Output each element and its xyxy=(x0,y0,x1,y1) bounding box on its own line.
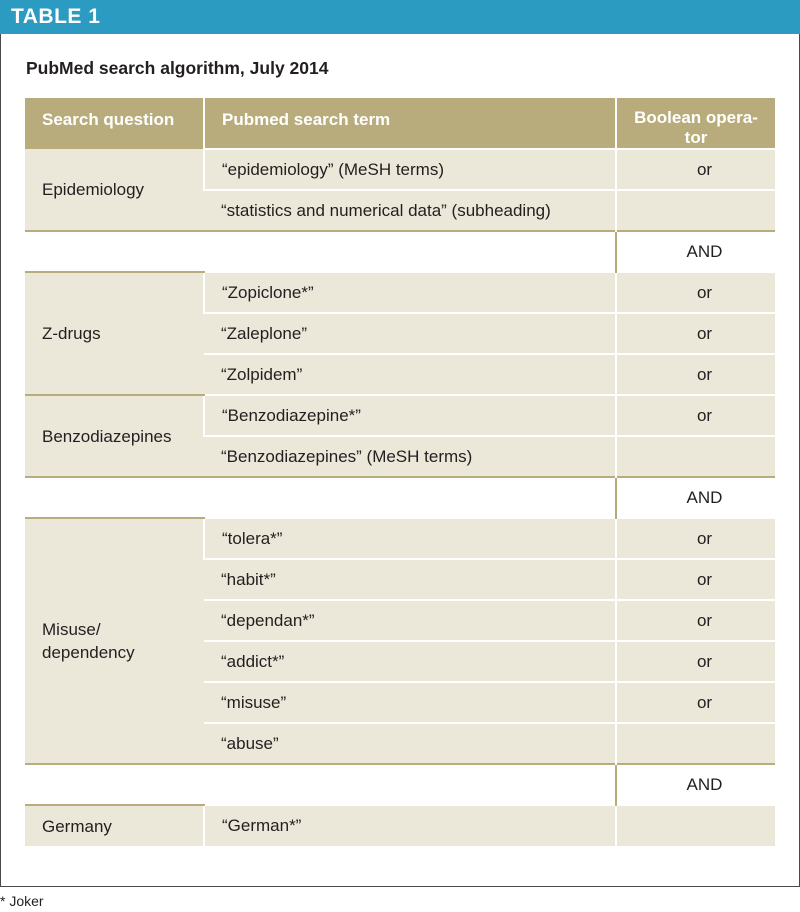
operator-cell xyxy=(616,436,775,477)
term-cell: “statistics and numerical data” (subheading) xyxy=(204,190,616,231)
question-benzodiazepines: Benzodiazepines xyxy=(25,395,204,477)
separator-row xyxy=(25,477,775,518)
term-cell: “Zopiclone*” xyxy=(204,272,616,313)
term-cell: “tolera*” xyxy=(204,518,616,559)
operator-cell: or xyxy=(616,559,775,600)
term-cell: “dependan*” xyxy=(204,600,616,641)
term-cell: “epidemiology” (MeSH terms) xyxy=(204,149,616,190)
operator-cell: or xyxy=(616,395,775,436)
operator-cell: or xyxy=(616,641,775,682)
operator-cell: or xyxy=(616,682,775,723)
header-operator-line1: Boolean opera- xyxy=(634,108,758,127)
table-number: TABLE 1 xyxy=(11,5,101,28)
table-row xyxy=(25,805,775,846)
table-banner xyxy=(0,0,800,34)
operator-cell: or xyxy=(616,354,775,395)
term-cell: “abuse” xyxy=(204,723,616,764)
question-z-drugs: Z-drugs xyxy=(25,272,204,395)
footnote: * Joker xyxy=(0,893,44,909)
table-row xyxy=(25,149,775,190)
table-title: PubMed search algorithm, July 2014 xyxy=(26,58,329,78)
header-operator-line2: tor xyxy=(684,128,708,147)
header-row xyxy=(25,98,775,149)
operator-cell: or xyxy=(616,518,775,559)
operator-cell xyxy=(616,723,775,764)
separator-operator: AND xyxy=(616,764,775,805)
table-row xyxy=(25,272,775,313)
separator-row xyxy=(25,231,775,272)
separator-blank xyxy=(25,764,616,805)
question-epidemiology: Epidemiology xyxy=(25,149,204,231)
operator-cell: or xyxy=(616,272,775,313)
separator-blank xyxy=(25,477,616,518)
term-cell: “addict*” xyxy=(204,641,616,682)
separator-row xyxy=(25,764,775,805)
header-search-term: Pubmed search term xyxy=(204,98,616,149)
operator-cell: or xyxy=(616,313,775,354)
term-cell: “Benzodiazepines” (MeSH terms) xyxy=(204,436,616,477)
operator-cell xyxy=(616,190,775,231)
search-table xyxy=(25,98,775,846)
table-row xyxy=(25,518,775,559)
separator-blank xyxy=(25,231,616,272)
question-line2: dependency xyxy=(42,643,135,662)
question-line1: Misuse/ xyxy=(42,620,101,639)
question-misuse-dependency xyxy=(25,518,204,764)
operator-cell xyxy=(616,805,775,846)
term-cell: “Benzodiazepine*” xyxy=(204,395,616,436)
table-row xyxy=(25,395,775,436)
operator-cell: or xyxy=(616,600,775,641)
term-cell: “German*” xyxy=(204,805,616,846)
header-boolean-operator xyxy=(616,98,775,149)
term-cell: “misuse” xyxy=(204,682,616,723)
term-cell: “habit*” xyxy=(204,559,616,600)
question-germany: Germany xyxy=(25,805,204,846)
term-cell: “Zolpidem” xyxy=(204,354,616,395)
operator-cell: or xyxy=(616,149,775,190)
header-search-question: Search question xyxy=(25,98,204,149)
separator-operator: AND xyxy=(616,477,775,518)
term-cell: “Zaleplone” xyxy=(204,313,616,354)
separator-operator: AND xyxy=(616,231,775,272)
